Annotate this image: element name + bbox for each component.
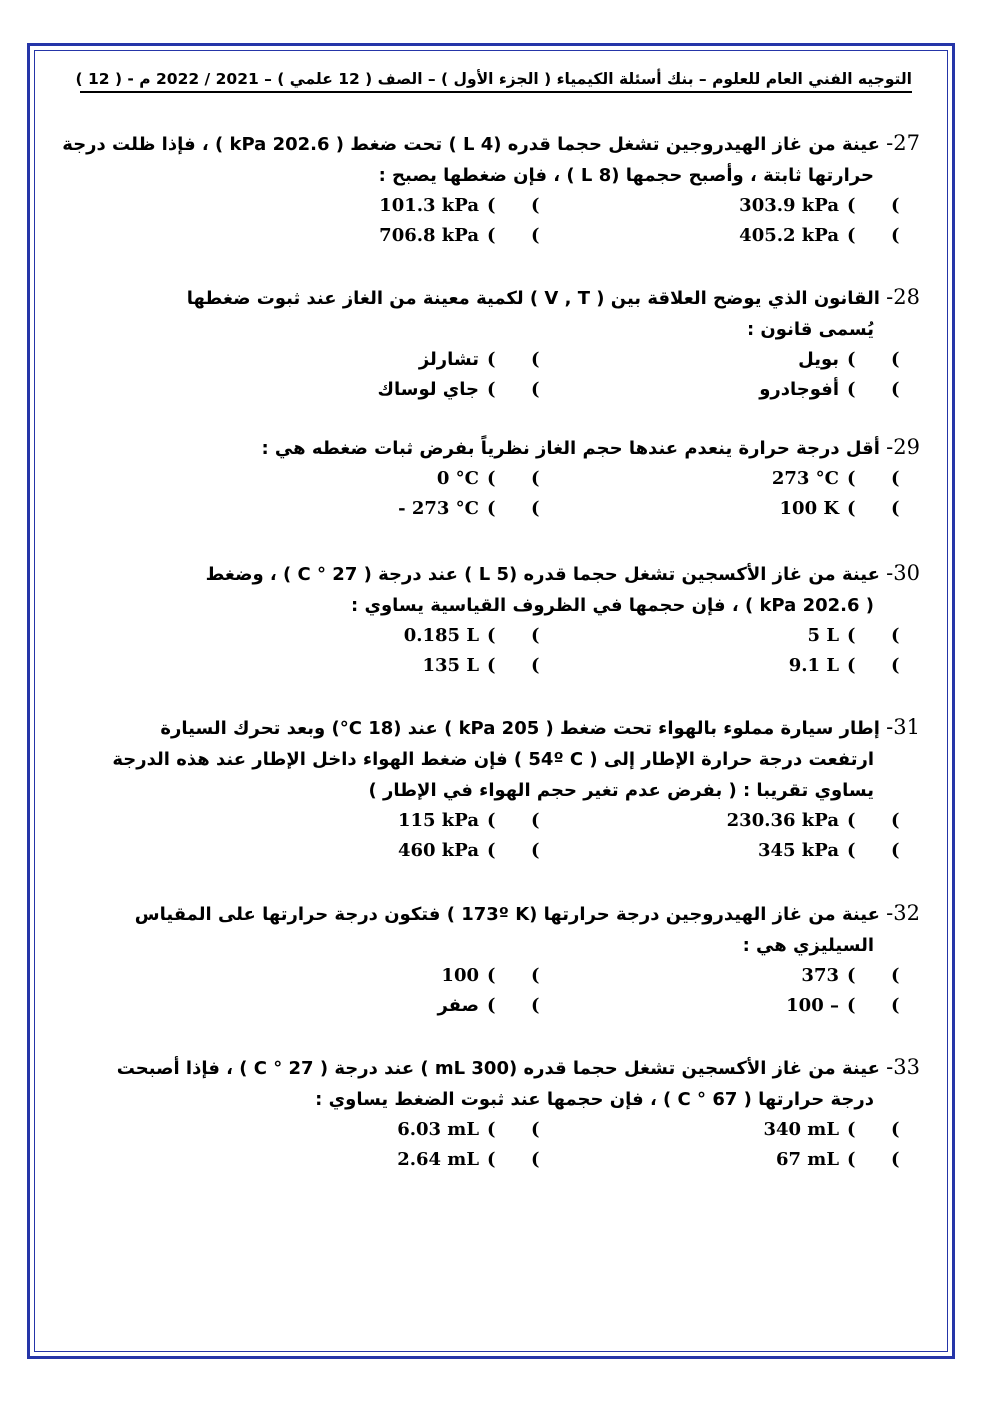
option-bracket: ) xyxy=(531,1149,540,1170)
option-bracket: ) xyxy=(847,1149,856,1170)
option-value: 5 L xyxy=(807,625,839,646)
options-grid xyxy=(60,464,920,526)
option-bracket: ) xyxy=(531,498,540,519)
option-bracket: ) xyxy=(531,195,540,216)
option-bracket: ) xyxy=(847,965,856,986)
answer-option[interactable] xyxy=(60,1145,920,1175)
option-value: 115 kPa xyxy=(397,810,479,831)
option-bracket: ) xyxy=(891,498,900,519)
option-value: صفر xyxy=(437,995,479,1016)
option-value: - 273 °C xyxy=(398,498,479,519)
answer-option[interactable] xyxy=(60,464,920,494)
page-header xyxy=(75,70,912,93)
question-line-text: عينة من غاز الأكسجين تشغل حجما قدره (300 mL ) عند درجة ( 27 ° C ) ، فإذا أصبحت xyxy=(116,1058,880,1079)
answer-option[interactable] xyxy=(60,345,920,375)
option-value: 101.3 kPa xyxy=(379,195,479,216)
option-bracket: ) xyxy=(891,965,900,986)
question-number: 27- xyxy=(886,131,920,155)
option-value: 67 mL xyxy=(775,1149,839,1170)
option-value: 273 °C xyxy=(771,468,839,489)
question-30 xyxy=(60,558,920,683)
option-bracket: ) xyxy=(847,810,856,831)
option-bracket: ) xyxy=(531,468,540,489)
question-line xyxy=(60,1084,920,1115)
question-line xyxy=(60,314,920,345)
question-line-text: يساوي تقريبا : ( بفرض عدم تغير حجم الهواء في الإطار ) xyxy=(368,780,874,801)
question-27 xyxy=(60,128,920,253)
answer-option[interactable] xyxy=(60,621,920,651)
option-value: بويل xyxy=(798,349,839,370)
question-text xyxy=(60,898,920,961)
question-text xyxy=(60,712,920,806)
question-line xyxy=(60,744,920,775)
option-bracket: ) xyxy=(531,810,540,831)
options-grid xyxy=(60,621,920,683)
option-value: 405.2 kPa xyxy=(739,225,839,246)
option-value: أفوجادرو xyxy=(759,379,839,400)
answer-option[interactable] xyxy=(60,1115,920,1145)
question-32 xyxy=(60,898,920,1023)
option-bracket: ) xyxy=(847,379,856,400)
options-grid xyxy=(60,806,920,868)
option-bracket: ) xyxy=(847,840,856,861)
answer-option[interactable] xyxy=(60,221,920,251)
option-bracket: ) xyxy=(891,840,900,861)
question-line xyxy=(60,898,920,930)
option-bracket: ) xyxy=(487,225,496,246)
option-bracket: ) xyxy=(487,625,496,646)
question-text xyxy=(60,432,920,464)
option-bracket: ) xyxy=(847,349,856,370)
question-line xyxy=(60,432,920,464)
answer-option[interactable] xyxy=(60,191,920,221)
options-grid xyxy=(60,1115,920,1177)
option-bracket: ) xyxy=(487,349,496,370)
question-line-text: إطار سيارة مملوء بالهواء تحت ضغط ( 205 kPa ) عند (18 C°) وبعد تحرك السيارة xyxy=(160,718,880,739)
option-value: 706.8 kPa xyxy=(379,225,479,246)
answer-option[interactable] xyxy=(60,991,920,1021)
question-line xyxy=(60,712,920,744)
option-bracket: ) xyxy=(487,995,496,1016)
option-bracket: ) xyxy=(487,655,496,676)
question-number: 28- xyxy=(886,285,920,309)
question-line-text: ( 202.6 kPa ) ، فإن حجمها في الظروف القياسية يساوي : xyxy=(350,595,874,616)
question-31 xyxy=(60,712,920,868)
option-bracket: ) xyxy=(531,995,540,1016)
question-line-text: حرارتها ثابتة ، وأصبح حجمها (8 L ) ، فإن ضغطها يصبح : xyxy=(378,165,874,186)
question-text xyxy=(60,1052,920,1115)
option-bracket: ) xyxy=(487,379,496,400)
option-bracket: ) xyxy=(847,195,856,216)
question-line-text: عينة من غاز الهيدروجين درجة حرارتها (173º K ) فتكون درجة حرارتها على المقياس xyxy=(134,904,880,925)
option-bracket: ) xyxy=(847,655,856,676)
option-value: 303.9 kPa xyxy=(739,195,839,216)
option-bracket: ) xyxy=(531,840,540,861)
option-value: 135 L xyxy=(422,655,479,676)
question-29 xyxy=(60,432,920,526)
question-line xyxy=(60,1052,920,1084)
question-line-text: القانون الذي يوضح العلاقة بين ( V , T ) لكمية معينة من الغاز عند ثبوت ضغطها xyxy=(186,288,880,309)
question-line xyxy=(60,160,920,191)
header-text: التوجيه الفني العام للعلوم – بنك أسئلة الكيمياء ( الجزء الأول ) – الصف ( 12 علمي ) – 2021 / 2022 م - ( 12 ) xyxy=(75,70,912,88)
question-number: 30- xyxy=(886,561,920,585)
option-value: 230.36 kPa xyxy=(726,810,839,831)
option-bracket: ) xyxy=(891,1119,900,1140)
option-bracket: ) xyxy=(847,995,856,1016)
option-bracket: ) xyxy=(531,625,540,646)
option-value: 0 °C xyxy=(436,468,479,489)
option-bracket: ) xyxy=(531,379,540,400)
question-number: 32- xyxy=(886,901,920,925)
option-bracket: ) xyxy=(531,965,540,986)
option-bracket: ) xyxy=(891,625,900,646)
question-line xyxy=(60,128,920,160)
option-bracket: ) xyxy=(891,349,900,370)
option-value: 2.64 mL xyxy=(397,1149,479,1170)
answer-option[interactable] xyxy=(60,836,920,866)
question-text xyxy=(60,282,920,345)
question-33 xyxy=(60,1052,920,1177)
question-line-text: عينة من غاز الهيدروجين تشغل حجما قدره (4 L ) تحت ضغط ( 202.6 kPa ) ، فإذا ظلت درجة xyxy=(62,134,880,155)
option-value: جاي لوساك xyxy=(377,379,479,400)
option-bracket: ) xyxy=(487,498,496,519)
options-grid xyxy=(60,191,920,253)
option-bracket: ) xyxy=(891,195,900,216)
question-line xyxy=(60,775,920,806)
option-value: 100 K xyxy=(779,498,839,519)
option-value: 100 – xyxy=(786,995,839,1016)
option-value: 6.03 mL xyxy=(397,1119,479,1140)
question-line-text: يُسمى قانون : xyxy=(746,319,874,340)
question-text xyxy=(60,128,920,191)
question-number: 29- xyxy=(886,435,920,459)
option-bracket: ) xyxy=(487,468,496,489)
question-line xyxy=(60,282,920,314)
option-bracket: ) xyxy=(891,810,900,831)
option-value: 345 kPa xyxy=(757,840,839,861)
option-bracket: ) xyxy=(487,840,496,861)
question-number: 31- xyxy=(886,715,920,739)
option-bracket: ) xyxy=(487,1119,496,1140)
option-bracket: ) xyxy=(891,225,900,246)
option-value: 460 kPa xyxy=(397,840,479,861)
option-bracket: ) xyxy=(891,1149,900,1170)
question-line-text: ارتفعت درجة حرارة الإطار إلى ( 54º C ) فإن ضغط الهواء داخل الإطار عند هذه الدرجة xyxy=(112,749,874,770)
question-line xyxy=(60,558,920,590)
option-bracket: ) xyxy=(531,1119,540,1140)
answer-option[interactable] xyxy=(60,494,920,524)
option-bracket: ) xyxy=(847,498,856,519)
option-bracket: ) xyxy=(487,1149,496,1170)
answer-option[interactable] xyxy=(60,961,920,991)
option-bracket: ) xyxy=(891,379,900,400)
options-grid xyxy=(60,961,920,1023)
option-bracket: ) xyxy=(847,625,856,646)
option-bracket: ) xyxy=(487,810,496,831)
question-line xyxy=(60,590,920,621)
option-bracket: ) xyxy=(487,965,496,986)
question-line-text: عينة من غاز الأكسجين تشغل حجما قدره (5 L ) عند درجة ( 27 ° C ) ، وضغط xyxy=(205,564,880,585)
option-bracket: ) xyxy=(531,225,540,246)
question-line xyxy=(60,930,920,961)
option-bracket: ) xyxy=(847,468,856,489)
option-value: تشارلز xyxy=(418,349,479,370)
answer-option[interactable] xyxy=(60,806,920,836)
option-bracket: ) xyxy=(847,1119,856,1140)
question-line-text: درجة حرارتها ( 67 ° C ) ، فإن حجمها عند ثبوت الضغط يساوي : xyxy=(315,1089,874,1110)
question-number: 33- xyxy=(886,1055,920,1079)
option-value: 100 xyxy=(441,965,479,986)
answer-option[interactable] xyxy=(60,651,920,681)
option-value: 9.1 L xyxy=(788,655,839,676)
question-28 xyxy=(60,282,920,407)
option-bracket: ) xyxy=(891,655,900,676)
option-value: 373 xyxy=(801,965,839,986)
option-bracket: ) xyxy=(847,225,856,246)
option-bracket: ) xyxy=(531,655,540,676)
question-text xyxy=(60,558,920,621)
question-line-text: السيليزي هي : xyxy=(742,935,874,956)
option-bracket: ) xyxy=(487,195,496,216)
option-value: 340 mL xyxy=(763,1119,839,1140)
option-bracket: ) xyxy=(531,349,540,370)
question-line-text: أقل درجة حرارة ينعدم عندها حجم الغاز نظرياً بفرض ثبات ضغطه هي : xyxy=(261,438,880,459)
option-bracket: ) xyxy=(891,995,900,1016)
options-grid xyxy=(60,345,920,407)
option-value: 0.185 L xyxy=(403,625,479,646)
option-bracket: ) xyxy=(891,468,900,489)
answer-option[interactable] xyxy=(60,375,920,405)
